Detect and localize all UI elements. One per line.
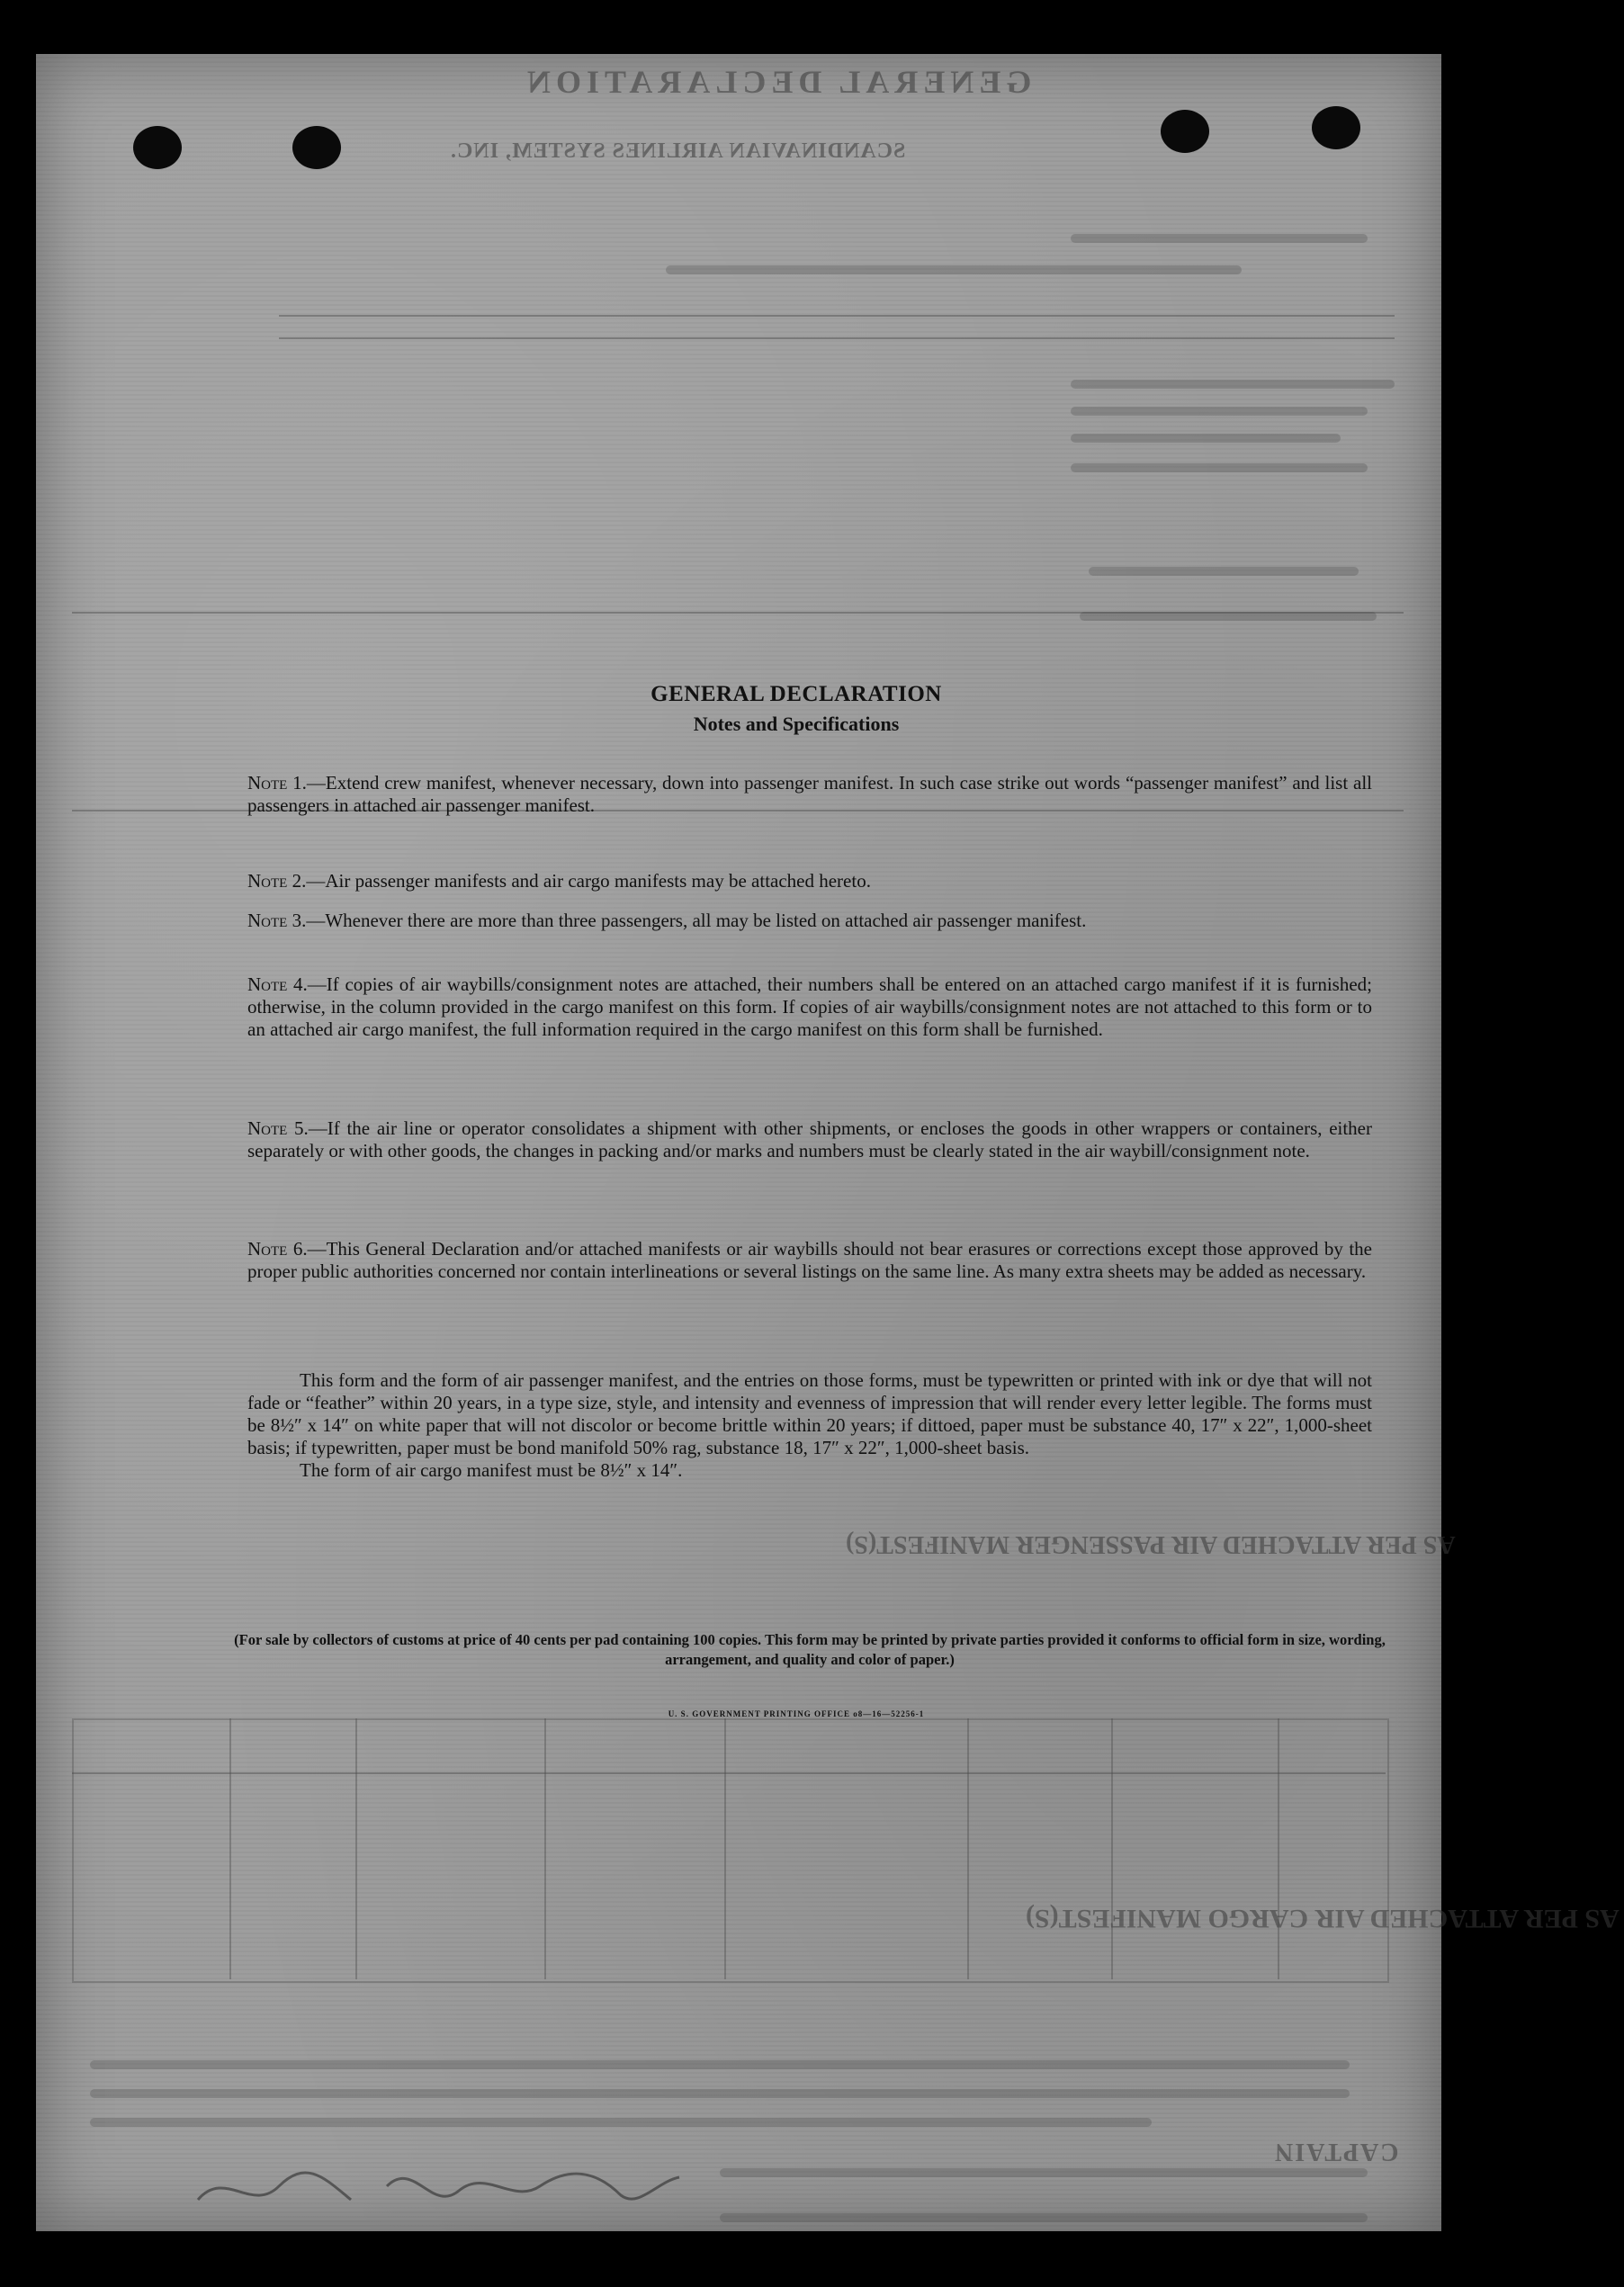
note-6 [247, 1238, 1372, 1283]
bleed-through-cargo-stamp: AS PER ATTACHED AIR CARGO MANIFEST(S) [1026, 1904, 1620, 1933]
bleed-through-column [1278, 1718, 1279, 1979]
note-4 [247, 973, 1372, 1041]
note-label: Note 4. [247, 973, 308, 995]
bleed-through-column [967, 1718, 969, 1979]
note-label: Note 2. [247, 870, 307, 892]
note-text: —If copies of air waybills/consignment notes are attached, their numbers shall be entered on an attached cargo manifest if it is furnished; otherwise, in the column provided in the cargo manifest on this form. If copies of air waybills/consignment notes are not attached to this form or to an attached air cargo manifest, the full information required in the cargo manifest on this form shall be furnished. [247, 973, 1372, 1040]
note-text: —This General Declaration and/or attached manifests or air waybills should not bear erasures or corrections except those approved by the proper public authorities concerned nor contain interlineations or several listings on the same line. As many extra sheets may be added as necessary. [247, 1238, 1373, 1282]
bleed-through-rule [279, 315, 1395, 317]
note-label: Note 5. [247, 1117, 309, 1139]
signature-scrawl [189, 2150, 693, 2222]
bleed-through-text [1071, 463, 1368, 472]
bleed-through-title: GENERAL DECLARATION [522, 64, 1032, 100]
bleed-through-column [724, 1718, 726, 1979]
bleed-through-text [1071, 434, 1341, 443]
page-subtitle: Notes and Specifications [693, 713, 900, 735]
note-text: —If the air line or operator consolidates a shipment with other shipments, or encloses the goods in other wrappers or containers, either separately or with other goods, the changes in packing and/or marks and numbers must be clearly stated in the air waybill/consignment note. [247, 1117, 1372, 1161]
note-5 [247, 1117, 1372, 1162]
document-sheet [36, 54, 1620, 2231]
cargo-form-paragraph: The form of air cargo manifest must be 8½″ x 14″. [300, 1459, 683, 1481]
punch-hole [1161, 110, 1209, 153]
form-specification-paragraph [247, 1369, 1372, 1482]
bleed-through-text [720, 2213, 1368, 2222]
note-text: —Extend crew manifest, whenever necessary, down into passenger manifest. In such case strike out words “passenger manifest” and list all passengers in attached air passenger manifest. [247, 772, 1372, 816]
bleed-through-column [229, 1718, 231, 1979]
punch-hole [1312, 106, 1360, 149]
bleed-through-rule [72, 1772, 1386, 1774]
note-3 [247, 910, 1372, 932]
sale-note: (For sale by collectors of customs at price of 40 cents per pad containing 100 copies. This form may be printed by private parties provided it conforms to official form in size, wording, arrangement, and quality and color of paper.) [234, 1631, 1386, 1668]
bleed-through-text [1071, 234, 1368, 243]
punch-hole [292, 126, 341, 169]
note-1 [247, 772, 1372, 817]
bleed-through-text [90, 2089, 1350, 2098]
note-text: —Air passenger manifests and air cargo manifests may be attached hereto. [306, 870, 871, 892]
bleed-through-airline: SCANDINAVIAN AIRLINES SYSTEM, INC. [450, 139, 906, 163]
note-label: Note 6. [247, 1238, 308, 1260]
bleed-through-text [666, 265, 1242, 274]
page-title: GENERAL DECLARATION [650, 682, 942, 706]
punch-hole [133, 126, 182, 169]
bleed-through-column [544, 1718, 546, 1979]
bleed-through-column [1111, 1718, 1113, 1979]
bleed-through-text [90, 2060, 1350, 2069]
bleed-through-cargo-table [72, 1718, 1389, 1983]
bleed-through-text [720, 2168, 1368, 2177]
bleed-through-captain: CAPTAIN [1273, 2138, 1399, 2166]
bleed-through-column [355, 1718, 357, 1979]
bleed-through-passenger-stamp: AS PER ATTACHED AIR PASSENGER MANIFEST(S) [846, 1530, 1456, 1558]
printing-office-line: U. S. GOVERNMENT PRINTING OFFICE o8—16—52256-1 [668, 1709, 925, 1718]
bleed-through-text [1071, 380, 1395, 389]
note-label: Note 3. [247, 910, 307, 931]
note-text: —Whenever there are more than three passengers, all may be listed on attached air passenger manifest. [306, 910, 1087, 931]
bleed-through-rule [279, 337, 1395, 339]
form-paragraph-text: This form and the form of air passenger manifest, and the entries on those forms, must be typewritten or printed with ink or dye that will not fade or “feather” within 20 years, in a type size, style, and intensity and evenness of impression that will render every letter legible. The forms must be 8½″ x 14″ on white paper that will not discolor or become brittle within 20 years; if dittoed, paper must be substance 40, 17″ x 22″, 1,000-sheet basis; if typewritten, paper must be bond manifold 50% rag, substance 18, 17″ x 22″, 1,000-sheet basis. [247, 1369, 1372, 1458]
note-label: Note 1. [247, 772, 307, 794]
bleed-through-text [1089, 567, 1359, 576]
bleed-through-text [90, 2118, 1152, 2127]
bleed-through-text [1071, 407, 1368, 416]
note-2 [247, 870, 1372, 892]
bleed-through-text [1080, 612, 1377, 621]
